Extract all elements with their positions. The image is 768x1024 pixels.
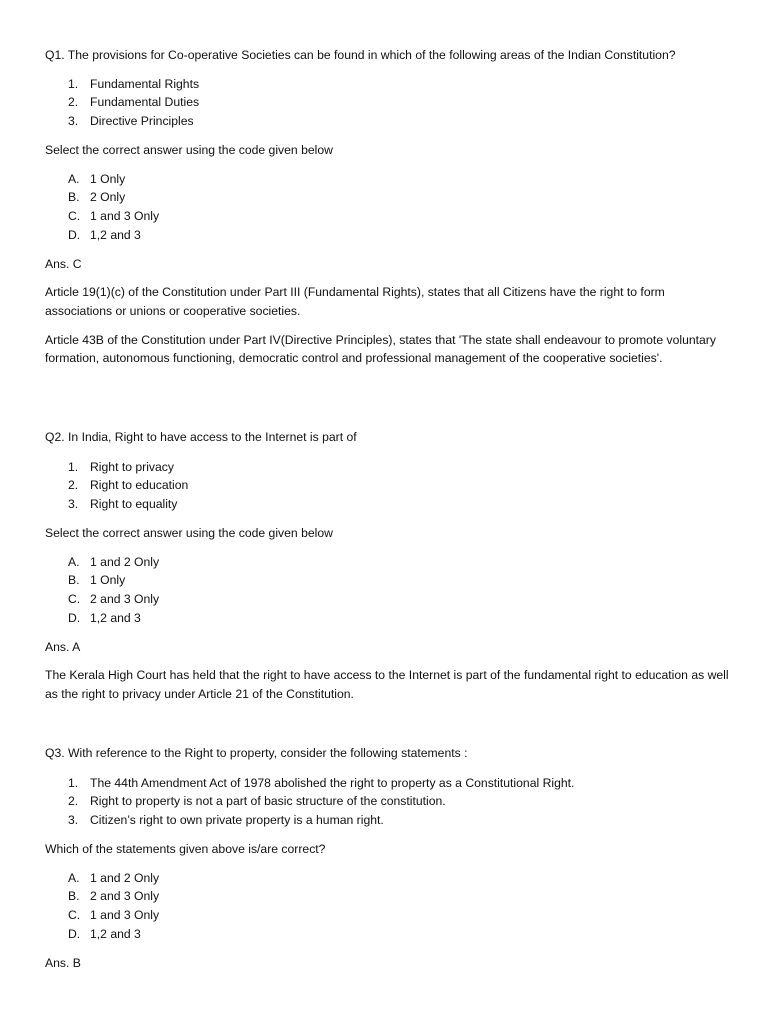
option-text: 1 and 3 Only	[90, 209, 160, 224]
option-item	[45, 887, 735, 906]
statement-item	[45, 495, 735, 514]
question-text: Q2. In India, Right to have access to the Internet is part of	[45, 430, 357, 444]
statement-item	[45, 792, 735, 811]
option-list	[45, 553, 735, 628]
option-text: 1 and 2 Only	[90, 554, 160, 569]
statement-item	[45, 774, 735, 793]
option-letter: C.	[68, 592, 81, 607]
statement-text: Right to education	[90, 478, 189, 493]
option-letter: D.	[68, 227, 81, 242]
option-item	[45, 609, 735, 628]
option-letter: A.	[68, 171, 80, 186]
option-letter: D.	[68, 610, 81, 625]
option-letter: C.	[68, 209, 81, 224]
statement-number: 3.	[68, 813, 79, 828]
option-letter: B.	[68, 573, 80, 588]
option-list	[45, 170, 735, 245]
option-text: 1 Only	[90, 573, 126, 588]
statement-number: 2.	[68, 478, 79, 493]
statement-list	[45, 75, 735, 131]
explanation-paragraph: Article 43B of the Constitution under Part IV(Directive Principles), states that 'The state shall endeavour to promote voluntary formation, autonomous functioning, democratic control and professional management of the cooperative societies'.	[45, 332, 716, 366]
statement-item	[45, 458, 735, 477]
option-letter: D.	[68, 926, 81, 941]
option-item	[45, 553, 735, 572]
statement-text: The 44th Amendment Act of 1978 abolished the right to property as a Constitutional Right.	[90, 775, 575, 790]
question-block-2	[45, 428, 735, 704]
answer-label: Ans. A	[45, 639, 81, 654]
question-text: Q1. The provisions for Co-operative Societies can be found in which of the following areas of the Indian Constitution?	[45, 48, 676, 62]
statement-text: Fundamental Duties	[90, 95, 200, 110]
answer-label: Ans. B	[45, 955, 81, 970]
statement-item	[45, 112, 735, 131]
question-text: Q3. With reference to the Right to property, consider the following statements :	[45, 746, 468, 760]
option-text: 2 and 3 Only	[90, 889, 160, 904]
statement-text: Right to privacy	[90, 459, 174, 474]
option-item	[45, 571, 735, 590]
option-text: 2 Only	[90, 190, 126, 205]
option-item	[45, 207, 735, 226]
answer-prompt: Select the correct answer using the code given below	[45, 142, 333, 157]
option-item	[45, 170, 735, 189]
option-text: 2 and 3 Only	[90, 592, 160, 607]
statement-list	[45, 458, 735, 514]
option-item	[45, 906, 735, 925]
explanation-paragraph: Article 19(1)(c) of the Constitution under Part III (Fundamental Rights), states that all Citizens have the right to form associations or unions or cooperative societies.	[45, 285, 665, 318]
statement-item	[45, 75, 735, 94]
option-text: 1 and 3 Only	[90, 908, 160, 923]
option-item	[45, 869, 735, 888]
option-text: 1,2 and 3	[90, 610, 141, 625]
statement-text: Fundamental Rights	[90, 76, 200, 91]
statement-list	[45, 774, 735, 830]
statement-item	[45, 811, 735, 830]
statement-item	[45, 93, 735, 112]
answer-label: Ans. C	[45, 256, 82, 271]
option-item	[45, 188, 735, 207]
option-letter: B.	[68, 190, 80, 205]
question-block-1	[45, 46, 735, 368]
option-text: 1,2 and 3	[90, 926, 141, 941]
statement-text: Right to equality	[90, 497, 178, 512]
statement-number: 3.	[68, 114, 79, 129]
statement-number: 1.	[68, 76, 79, 91]
answer-prompt: Which of the statements given above is/are correct?	[45, 841, 326, 856]
option-letter: A.	[68, 870, 80, 885]
statement-text: Directive Principles	[90, 114, 194, 129]
option-text: 1,2 and 3	[90, 227, 141, 242]
explanation-paragraph: The Kerala High Court has held that the right to have access to the Internet is part of the fundamental right to education as well as the right to privacy under Article 21 of the Constitution.	[45, 668, 729, 701]
option-letter: A.	[68, 554, 80, 569]
statement-number: 3.	[68, 497, 79, 512]
statement-text: Right to property is not a part of basic structure of the constitution.	[90, 794, 446, 809]
option-list	[45, 869, 735, 944]
option-letter: B.	[68, 889, 80, 904]
option-item	[45, 590, 735, 609]
statement-number: 2.	[68, 794, 79, 809]
statement-item	[45, 476, 735, 495]
statement-number: 1.	[68, 775, 79, 790]
statement-text: Citizen’s right to own private property is a human right.	[90, 813, 384, 828]
option-letter: C.	[68, 908, 81, 923]
answer-prompt: Select the correct answer using the code given below	[45, 525, 333, 540]
option-text: 1 and 2 Only	[90, 870, 160, 885]
question-block-3	[45, 744, 735, 972]
statement-number: 1.	[68, 459, 79, 474]
option-item	[45, 226, 735, 245]
statement-number: 2.	[68, 95, 79, 110]
option-text: 1 Only	[90, 171, 126, 186]
option-item	[45, 925, 735, 944]
